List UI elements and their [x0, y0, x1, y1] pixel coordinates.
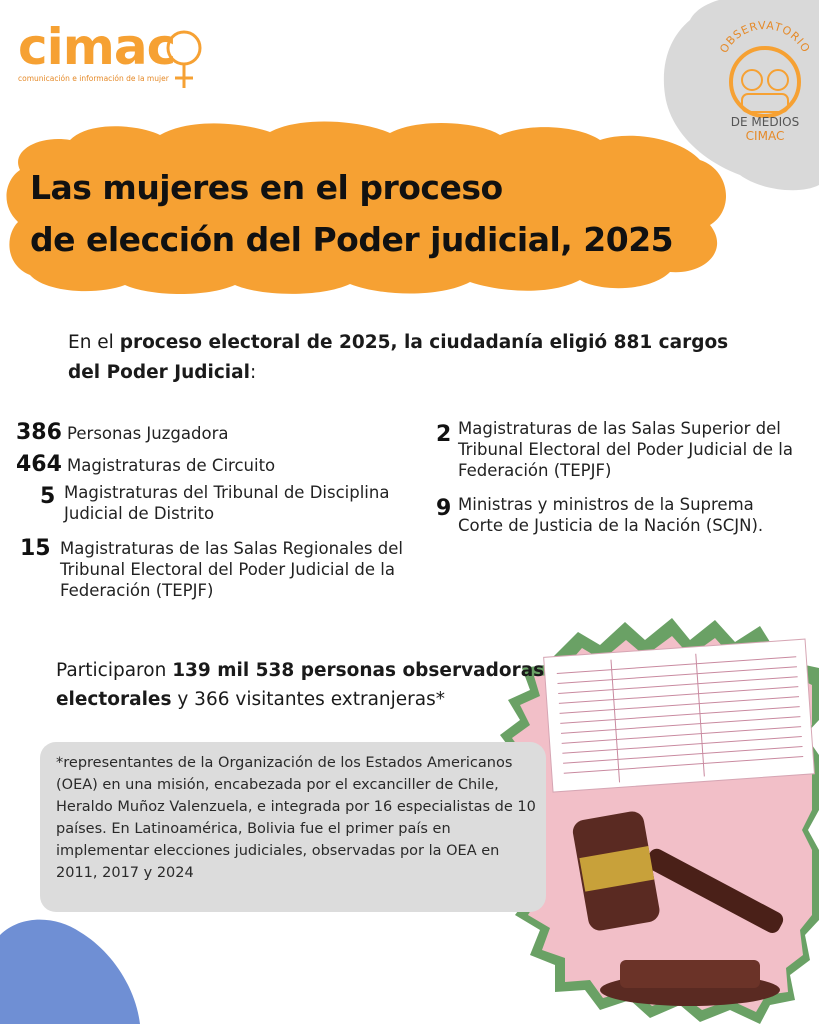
position-label: Magistraturas del Tribunal de Disciplina Judicial de Distrito [64, 483, 390, 523]
participation-bold: 139 mil 538 personas observadoras electorales [56, 660, 545, 710]
badge-line1: DE MEDIOS [730, 115, 800, 129]
footnote-box [40, 742, 546, 912]
women-portraits-icon [742, 70, 788, 112]
position-number: 386 [16, 420, 62, 445]
position-label: Magistraturas de las Salas Regionales del Tribunal Electoral del Poder Judicial de la Federación (TEPJF) [60, 539, 403, 600]
position-number: 5 [40, 484, 56, 509]
position-label: Magistraturas de las Salas Superior del Tribunal Electoral del Poder Judicial de la Federación (TEPJF) [458, 419, 793, 480]
position-number: 2 [436, 422, 452, 447]
logo-tagline: comunicación e información de la mujer [18, 74, 169, 83]
venus-symbol-icon [166, 26, 206, 92]
blue-blob [0, 920, 140, 1024]
intro-bold: proceso electoral de 2025, la ciudadanía eligió 881 cargos del Poder Judicial [68, 332, 729, 383]
positions-left-2 [16, 452, 416, 477]
badge-line2: CIMAC [745, 129, 785, 143]
participation-text-2: y 366 visitantes extranjeras* [171, 689, 445, 710]
position-number: 9 [436, 496, 452, 521]
position-label: Magistraturas de Circuito [67, 456, 276, 475]
badge-arc-text: OBSERVATORIO [717, 18, 813, 56]
cimac-logo [18, 18, 176, 83]
observatorio-badge [714, 10, 816, 145]
participation-paragraph [56, 656, 576, 714]
logo-wordmark: cimac [18, 18, 176, 76]
title-cloud [6, 122, 726, 294]
position-number: 15 [20, 536, 51, 561]
position-number: 464 [16, 452, 62, 477]
intro-text-2: : [249, 362, 257, 383]
title-line-2: de elección del Poder judicial, 2025 [30, 220, 674, 259]
title-line-1: Las mujeres en el proceso [30, 168, 503, 207]
position-label: Ministras y ministros de la Suprema Corte de Justicia de la Nación (SCJN). [458, 495, 764, 535]
position-label: Personas Juzgadora [67, 424, 229, 443]
participation-text-1: Participaron [56, 660, 173, 681]
footnote-text: *representantes de la Organización de los Estados Americanos (OEA) en una misión, encabezada por el excanciller de Chile, Heraldo Muñoz Valenzuela, e integrada por 16 especialistas de 10 países. En Latinoamérica, Bolivia fue el primer país en implementar elecciones judiciales, observadas por la OEA en 2011, 2017 y 2024 [56, 755, 536, 881]
intro-paragraph [68, 328, 758, 388]
intro-text-1: En el [68, 332, 120, 353]
positions-left-1 [16, 420, 416, 445]
